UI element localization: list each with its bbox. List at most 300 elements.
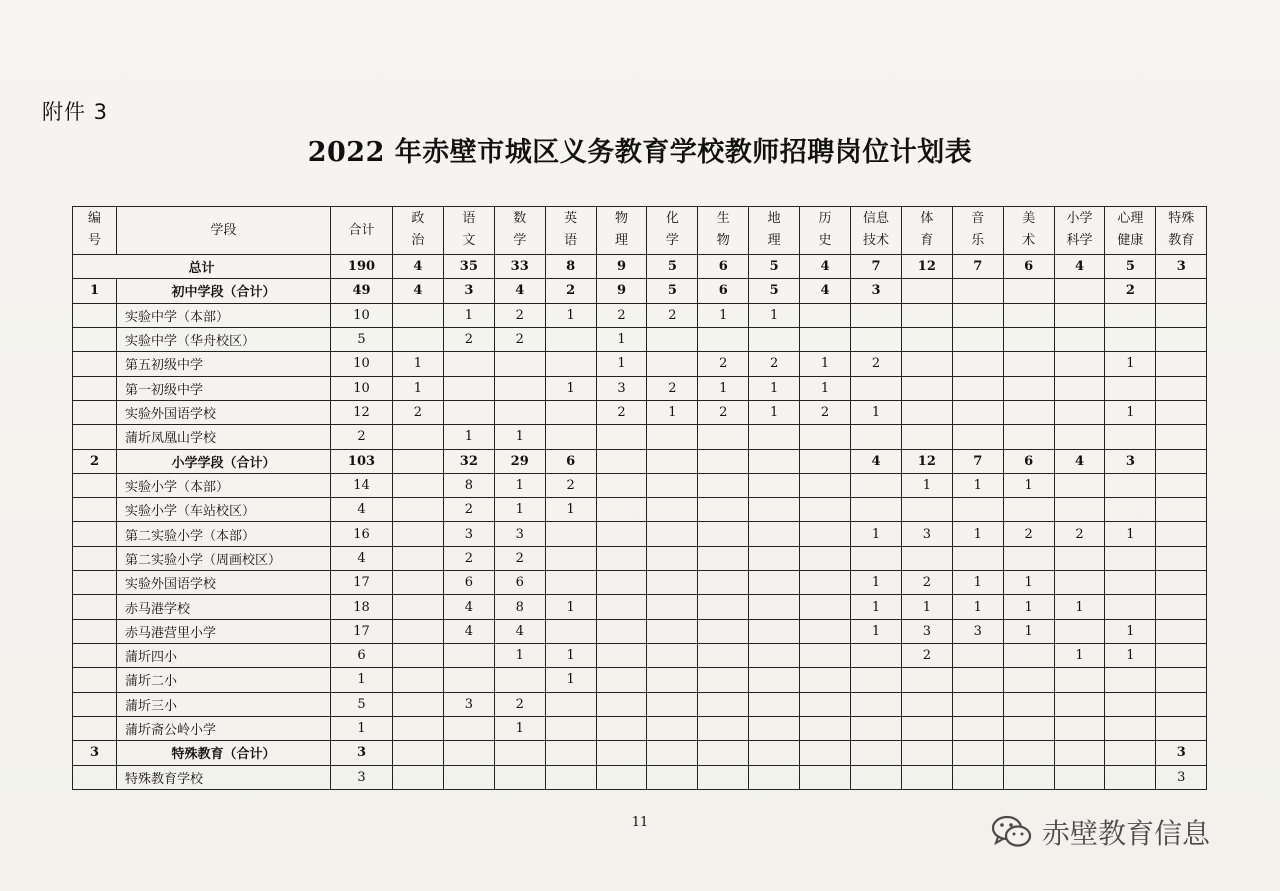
row-cell xyxy=(647,473,698,497)
row-cell xyxy=(952,765,1003,789)
row-cell xyxy=(749,473,800,497)
row-cell: 3 xyxy=(443,279,494,303)
row-cell xyxy=(1105,692,1156,716)
row-cell: 32 xyxy=(443,449,494,473)
row-cell xyxy=(800,716,851,740)
row-cell xyxy=(800,522,851,546)
row-cell xyxy=(1156,376,1207,400)
header-subject: 体育 xyxy=(901,207,952,255)
row-cell xyxy=(749,741,800,765)
row-id xyxy=(73,595,117,619)
row-cell: 1 xyxy=(494,644,545,668)
row-cell xyxy=(800,668,851,692)
row-cell xyxy=(698,425,749,449)
row-name: 小学学段（合计） xyxy=(117,449,331,473)
row-cell xyxy=(1156,327,1207,351)
row-cell xyxy=(1105,595,1156,619)
row-cell: 1 xyxy=(647,400,698,424)
header-subject: 音乐 xyxy=(952,207,1003,255)
row-cell: 1 xyxy=(393,376,444,400)
row-cell xyxy=(901,546,952,570)
row-cell: 1 xyxy=(545,498,596,522)
row-cell xyxy=(851,327,902,351)
row-total: 4 xyxy=(331,546,393,570)
header-subject: 小学科学 xyxy=(1054,207,1105,255)
row-cell xyxy=(1054,376,1105,400)
row-cell xyxy=(1003,498,1054,522)
row-cell xyxy=(1105,376,1156,400)
row-id: 1 xyxy=(73,279,117,303)
row-name: 实验小学（本部） xyxy=(117,473,331,497)
row-cell: 2 xyxy=(494,327,545,351)
row-cell xyxy=(1054,425,1105,449)
row-cell xyxy=(443,644,494,668)
row-cell: 2 xyxy=(494,303,545,327)
row-name: 第二实验小学（本部） xyxy=(117,522,331,546)
table-body xyxy=(73,255,1207,790)
header-subject: 信息技术 xyxy=(851,207,902,255)
row-cell xyxy=(698,571,749,595)
row-cell: 12 xyxy=(901,255,952,279)
row-cell xyxy=(393,571,444,595)
row-cell xyxy=(596,765,647,789)
row-cell xyxy=(901,716,952,740)
row-cell: 1 xyxy=(749,400,800,424)
row-cell xyxy=(851,473,902,497)
table-row xyxy=(73,449,1207,473)
row-total: 4 xyxy=(331,498,393,522)
table-row xyxy=(73,327,1207,351)
row-cell xyxy=(1003,644,1054,668)
row-cell xyxy=(1003,352,1054,376)
row-cell: 1 xyxy=(698,303,749,327)
row-total: 10 xyxy=(331,303,393,327)
row-cell: 1 xyxy=(545,303,596,327)
table-row xyxy=(73,692,1207,716)
row-cell xyxy=(1156,303,1207,327)
row-cell xyxy=(647,327,698,351)
row-cell xyxy=(494,352,545,376)
row-cell xyxy=(1054,279,1105,303)
row-cell: 8 xyxy=(494,595,545,619)
row-cell: 2 xyxy=(545,473,596,497)
row-cell: 4 xyxy=(393,279,444,303)
row-cell xyxy=(952,327,1003,351)
row-cell: 2 xyxy=(393,400,444,424)
row-name: 实验小学（车站校区） xyxy=(117,498,331,522)
row-cell xyxy=(1003,327,1054,351)
row-cell xyxy=(1003,741,1054,765)
row-cell: 1 xyxy=(1003,571,1054,595)
row-cell xyxy=(1054,692,1105,716)
row-cell xyxy=(393,595,444,619)
row-cell xyxy=(698,644,749,668)
row-cell xyxy=(1156,279,1207,303)
row-cell: 2 xyxy=(901,571,952,595)
row-cell xyxy=(1105,303,1156,327)
table-row xyxy=(73,644,1207,668)
row-cell: 2 xyxy=(443,327,494,351)
row-id xyxy=(73,546,117,570)
row-cell xyxy=(1054,303,1105,327)
header-subject: 数学 xyxy=(494,207,545,255)
row-cell xyxy=(1003,765,1054,789)
row-cell xyxy=(749,765,800,789)
row-cell xyxy=(647,595,698,619)
row-cell: 8 xyxy=(545,255,596,279)
row-cell xyxy=(1105,425,1156,449)
row-cell: 1 xyxy=(952,522,1003,546)
row-cell xyxy=(1156,595,1207,619)
row-cell xyxy=(596,498,647,522)
row-cell xyxy=(749,425,800,449)
row-cell xyxy=(1156,619,1207,643)
row-cell xyxy=(1156,546,1207,570)
row-cell xyxy=(952,716,1003,740)
row-cell xyxy=(596,619,647,643)
row-cell xyxy=(647,352,698,376)
row-cell: 1 xyxy=(545,668,596,692)
table-row xyxy=(73,352,1207,376)
row-cell xyxy=(1156,449,1207,473)
row-cell: 1 xyxy=(851,522,902,546)
row-cell: 1 xyxy=(443,425,494,449)
row-cell: 2 xyxy=(1105,279,1156,303)
row-cell xyxy=(596,595,647,619)
row-cell: 6 xyxy=(545,449,596,473)
row-cell xyxy=(851,644,902,668)
row-id xyxy=(73,327,117,351)
row-cell: 4 xyxy=(851,449,902,473)
watermark xyxy=(990,812,1210,852)
row-cell xyxy=(596,692,647,716)
row-cell xyxy=(952,425,1003,449)
row-cell xyxy=(901,327,952,351)
row-cell xyxy=(393,546,444,570)
row-cell xyxy=(545,352,596,376)
row-cell: 6 xyxy=(1003,255,1054,279)
row-cell xyxy=(952,741,1003,765)
row-cell xyxy=(393,425,444,449)
row-cell: 29 xyxy=(494,449,545,473)
row-cell: 3 xyxy=(901,522,952,546)
row-cell xyxy=(698,473,749,497)
row-cell: 3 xyxy=(1156,741,1207,765)
row-cell xyxy=(952,644,1003,668)
row-total: 1 xyxy=(331,668,393,692)
row-cell xyxy=(1003,668,1054,692)
row-total: 17 xyxy=(331,619,393,643)
row-cell: 4 xyxy=(800,279,851,303)
row-cell: 2 xyxy=(851,352,902,376)
row-cell: 4 xyxy=(1054,449,1105,473)
row-cell xyxy=(1054,498,1105,522)
row-id xyxy=(73,765,117,789)
table-row xyxy=(73,425,1207,449)
row-cell xyxy=(800,571,851,595)
row-cell xyxy=(800,498,851,522)
row-cell xyxy=(545,692,596,716)
row-cell: 1 xyxy=(952,595,1003,619)
row-cell xyxy=(698,668,749,692)
table-row xyxy=(73,619,1207,643)
row-cell xyxy=(1156,668,1207,692)
row-cell xyxy=(698,619,749,643)
row-cell xyxy=(1054,571,1105,595)
row-cell: 1 xyxy=(749,376,800,400)
row-cell xyxy=(647,765,698,789)
row-cell: 1 xyxy=(800,376,851,400)
header-subject: 语文 xyxy=(443,207,494,255)
row-cell xyxy=(1054,546,1105,570)
row-name: 实验中学（华舟校区） xyxy=(117,327,331,351)
row-cell xyxy=(1003,376,1054,400)
row-id xyxy=(73,619,117,643)
table-row xyxy=(73,522,1207,546)
row-cell xyxy=(749,595,800,619)
row-cell xyxy=(749,546,800,570)
table-header-row xyxy=(73,207,1207,255)
row-cell: 3 xyxy=(1156,765,1207,789)
row-cell xyxy=(749,571,800,595)
row-cell xyxy=(901,400,952,424)
row-cell xyxy=(545,765,596,789)
row-id xyxy=(73,522,117,546)
row-id xyxy=(73,692,117,716)
row-cell xyxy=(800,741,851,765)
row-cell xyxy=(800,425,851,449)
row-cell xyxy=(800,449,851,473)
row-cell xyxy=(952,498,1003,522)
row-cell xyxy=(647,741,698,765)
row-cell xyxy=(851,765,902,789)
row-cell xyxy=(393,522,444,546)
row-cell xyxy=(952,352,1003,376)
row-total: 16 xyxy=(331,522,393,546)
row-cell xyxy=(901,668,952,692)
table-row xyxy=(73,279,1207,303)
row-cell xyxy=(901,498,952,522)
row-cell: 1 xyxy=(952,571,1003,595)
row-cell xyxy=(596,522,647,546)
row-cell xyxy=(1003,400,1054,424)
row-cell xyxy=(1156,473,1207,497)
row-cell: 2 xyxy=(647,303,698,327)
row-total: 5 xyxy=(331,327,393,351)
row-cell: 4 xyxy=(494,619,545,643)
row-cell: 9 xyxy=(596,279,647,303)
row-cell xyxy=(698,692,749,716)
row-cell xyxy=(1156,716,1207,740)
row-cell xyxy=(851,692,902,716)
row-cell: 1 xyxy=(698,376,749,400)
row-id xyxy=(73,473,117,497)
row-cell xyxy=(545,571,596,595)
row-cell: 1 xyxy=(851,595,902,619)
row-cell: 3 xyxy=(952,619,1003,643)
row-cell xyxy=(545,741,596,765)
row-cell: 1 xyxy=(1105,644,1156,668)
row-cell: 3 xyxy=(851,279,902,303)
row-cell xyxy=(952,692,1003,716)
row-total: 1 xyxy=(331,716,393,740)
row-cell: 1 xyxy=(494,473,545,497)
row-cell xyxy=(851,668,902,692)
row-total: 10 xyxy=(331,352,393,376)
row-cell xyxy=(1105,546,1156,570)
row-cell xyxy=(1054,741,1105,765)
row-cell xyxy=(545,327,596,351)
row-cell xyxy=(901,279,952,303)
row-cell xyxy=(851,546,902,570)
row-cell xyxy=(749,668,800,692)
row-cell xyxy=(851,498,902,522)
row-cell xyxy=(851,716,902,740)
row-total: 10 xyxy=(331,376,393,400)
row-cell: 3 xyxy=(1156,255,1207,279)
row-cell: 6 xyxy=(443,571,494,595)
row-cell xyxy=(749,644,800,668)
row-cell xyxy=(545,425,596,449)
row-cell: 2 xyxy=(901,644,952,668)
row-cell: 1 xyxy=(749,303,800,327)
row-cell: 5 xyxy=(1105,255,1156,279)
header-subject: 化学 xyxy=(647,207,698,255)
row-cell xyxy=(545,619,596,643)
row-cell xyxy=(647,644,698,668)
row-cell: 1 xyxy=(851,571,902,595)
table-row xyxy=(73,546,1207,570)
row-cell xyxy=(1105,716,1156,740)
row-cell xyxy=(393,449,444,473)
row-cell xyxy=(1054,400,1105,424)
row-total: 49 xyxy=(331,279,393,303)
row-cell xyxy=(393,619,444,643)
row-cell xyxy=(800,644,851,668)
row-cell xyxy=(952,279,1003,303)
row-cell: 1 xyxy=(494,425,545,449)
row-cell: 3 xyxy=(494,522,545,546)
row-cell: 1 xyxy=(1105,400,1156,424)
row-cell: 2 xyxy=(749,352,800,376)
row-total: 17 xyxy=(331,571,393,595)
row-cell xyxy=(800,692,851,716)
row-name: 赤马港营里小学 xyxy=(117,619,331,643)
row-cell xyxy=(393,498,444,522)
row-cell: 4 xyxy=(443,595,494,619)
table-row xyxy=(73,716,1207,740)
row-cell xyxy=(698,741,749,765)
row-total: 2 xyxy=(331,425,393,449)
row-cell xyxy=(596,425,647,449)
row-cell xyxy=(1156,400,1207,424)
page-number: 11 xyxy=(631,815,649,830)
row-cell: 2 xyxy=(698,352,749,376)
row-name: 赤马港学校 xyxy=(117,595,331,619)
row-cell xyxy=(952,303,1003,327)
row-cell: 6 xyxy=(494,571,545,595)
row-cell xyxy=(647,619,698,643)
row-total: 190 xyxy=(331,255,393,279)
row-cell xyxy=(1105,473,1156,497)
row-cell xyxy=(800,303,851,327)
row-cell: 6 xyxy=(1003,449,1054,473)
table-row xyxy=(73,571,1207,595)
row-cell xyxy=(494,741,545,765)
row-cell xyxy=(1156,571,1207,595)
row-id xyxy=(73,400,117,424)
table-row xyxy=(73,765,1207,789)
row-cell xyxy=(647,571,698,595)
row-cell: 2 xyxy=(443,498,494,522)
row-cell xyxy=(647,692,698,716)
row-cell xyxy=(596,741,647,765)
attachment-label: 附件 3 xyxy=(42,100,109,124)
header-id: 编号 xyxy=(73,207,117,255)
row-cell xyxy=(901,741,952,765)
row-cell xyxy=(749,692,800,716)
row-cell: 2 xyxy=(443,546,494,570)
row-cell xyxy=(749,522,800,546)
row-name: 特殊教育（合计） xyxy=(117,741,331,765)
header-subject: 历史 xyxy=(800,207,851,255)
row-cell: 1 xyxy=(1003,473,1054,497)
row-cell xyxy=(698,522,749,546)
row-cell xyxy=(800,595,851,619)
row-cell xyxy=(800,327,851,351)
row-cell: 1 xyxy=(901,595,952,619)
row-cell xyxy=(1054,716,1105,740)
row-cell: 1 xyxy=(1003,595,1054,619)
row-cell xyxy=(647,522,698,546)
row-name: 第二实验小学（周画校区） xyxy=(117,546,331,570)
row-cell xyxy=(1105,571,1156,595)
row-cell: 1 xyxy=(494,498,545,522)
row-name: 蒲圻二小 xyxy=(117,668,331,692)
row-cell xyxy=(545,546,596,570)
row-cell xyxy=(393,327,444,351)
row-cell xyxy=(952,400,1003,424)
row-cell: 3 xyxy=(596,376,647,400)
row-name: 第一初级中学 xyxy=(117,376,331,400)
row-cell xyxy=(545,522,596,546)
row-id xyxy=(73,571,117,595)
row-cell: 1 xyxy=(545,595,596,619)
row-cell: 2 xyxy=(647,376,698,400)
row-id xyxy=(73,644,117,668)
header-subject: 美术 xyxy=(1003,207,1054,255)
row-cell xyxy=(800,473,851,497)
row-cell: 1 xyxy=(800,352,851,376)
page-title: 2022 年赤壁市城区义务教育学校教师招聘岗位计划表 xyxy=(307,137,973,168)
row-cell xyxy=(443,741,494,765)
row-cell xyxy=(1003,716,1054,740)
row-cell xyxy=(393,473,444,497)
header-section: 学段 xyxy=(117,207,331,255)
row-cell: 1 xyxy=(494,716,545,740)
row-cell xyxy=(393,668,444,692)
row-cell xyxy=(1054,352,1105,376)
row-cell xyxy=(1054,327,1105,351)
row-cell xyxy=(952,668,1003,692)
row-cell: 1 xyxy=(545,644,596,668)
row-cell: 1 xyxy=(952,473,1003,497)
row-cell xyxy=(1105,498,1156,522)
row-cell xyxy=(800,765,851,789)
row-total: 12 xyxy=(331,400,393,424)
header-subject: 特殊教育 xyxy=(1156,207,1207,255)
row-id: 3 xyxy=(73,741,117,765)
